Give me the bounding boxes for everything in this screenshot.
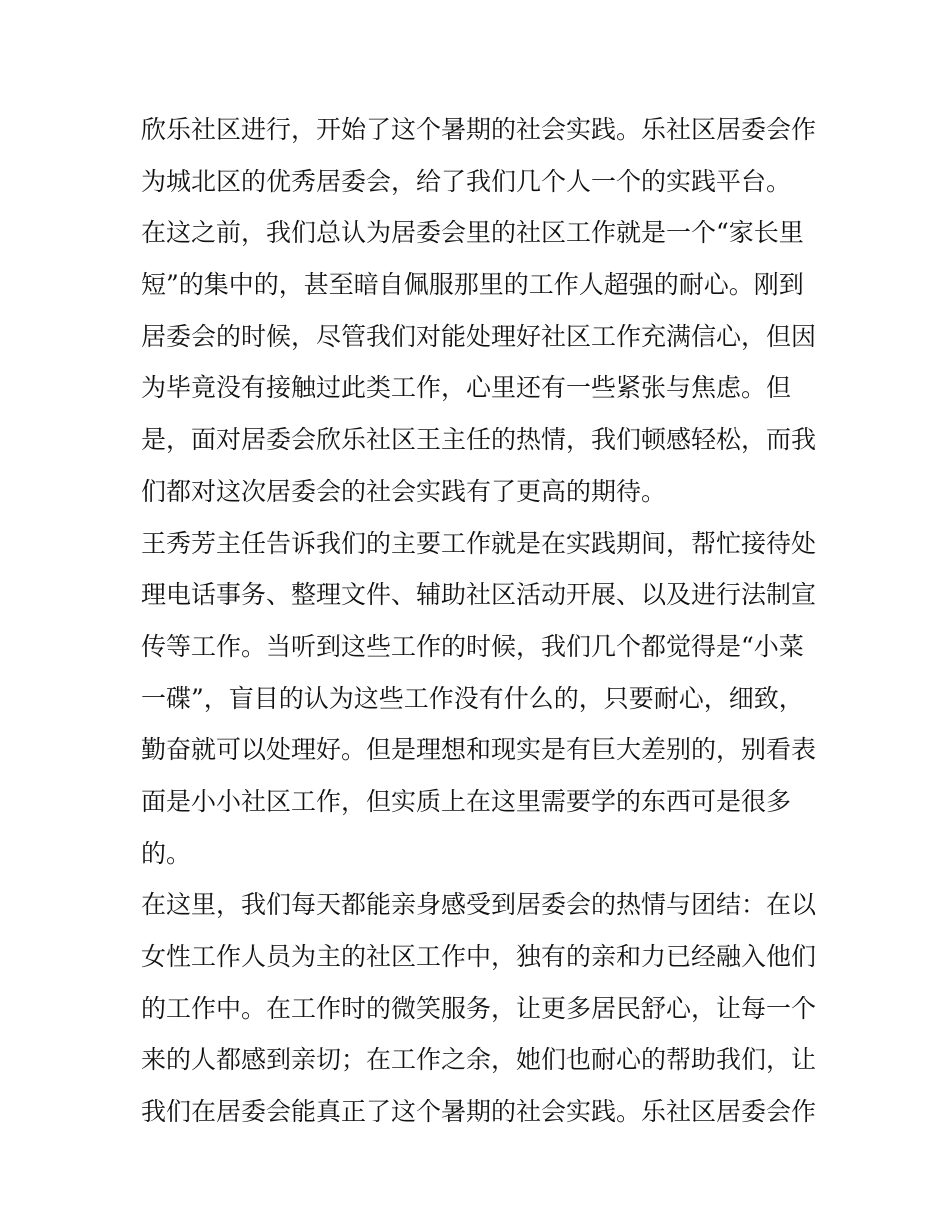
document-body xyxy=(141,104,821,1138)
text-line: 居委会的时候，尽管我们对能处理好社区工作充满信心，但因 xyxy=(141,321,817,351)
text-line: 的工作中。在工作时的微笑服务，让更多居民舒心，让每一个 xyxy=(141,993,817,1023)
text-line: 在这之前，我们总认为居委会里的社区工作就是一个“家长里 xyxy=(141,218,804,248)
text-line: 是，面对居委会欣乐社区王主任的热情，我们顿感轻松，而我 xyxy=(141,425,817,455)
text-line: 来的人都感到亲切；在工作之余，她们也耐心的帮助我们，让 xyxy=(141,1045,817,1075)
text-line: 女性工作人员为主的社区工作中，独有的亲和力已经融入他们 xyxy=(141,942,817,971)
text-line: 为城北区的优秀居委会，给了我们几个人一个的实践平台。 xyxy=(141,166,792,196)
text-line: 理电话事务、整理文件、辅助社区活动开展、以及进行法制宣 xyxy=(141,580,817,610)
text-line: 勤奋就可以处理好。但是理想和现实是有巨大差别的，别看表 xyxy=(141,735,817,765)
text-line: 短”的集中的，甚至暗自佩服那里的工作人超强的耐心。刚到 xyxy=(141,270,804,300)
text-line: 我们在居委会能真正了这个暑期的社会实践。乐社区居委会作 xyxy=(141,1097,817,1127)
text-line: 面是小小社区工作，但实质上在这里需要学的东西可是很多 xyxy=(141,786,792,816)
text-line: 为毕竟没有接触过此类工作，心里还有一些紧张与焦虑。但 xyxy=(141,373,792,403)
text-line: 欣乐社区进行，开始了这个暑期的社会实践。乐社区居委会作 xyxy=(141,115,817,144)
text-line: 们都对这次居委会的社会实践有了更高的期待。 xyxy=(141,476,667,506)
text-line: 的。 xyxy=(141,838,192,868)
text-line: 传等工作。当听到这些工作的时候，我们几个都觉得是“小菜 xyxy=(141,631,804,661)
text-line: 一碟”，盲目的认为这些工作没有什么的，只要耐心，细致， xyxy=(141,683,804,713)
text-line: 王秀芳主任告诉我们的主要工作就是在实践期间，帮忙接待处 xyxy=(141,528,817,558)
text-line: 在这里，我们每天都能亲身感受到居委会的热情与团结：在以 xyxy=(141,890,817,920)
